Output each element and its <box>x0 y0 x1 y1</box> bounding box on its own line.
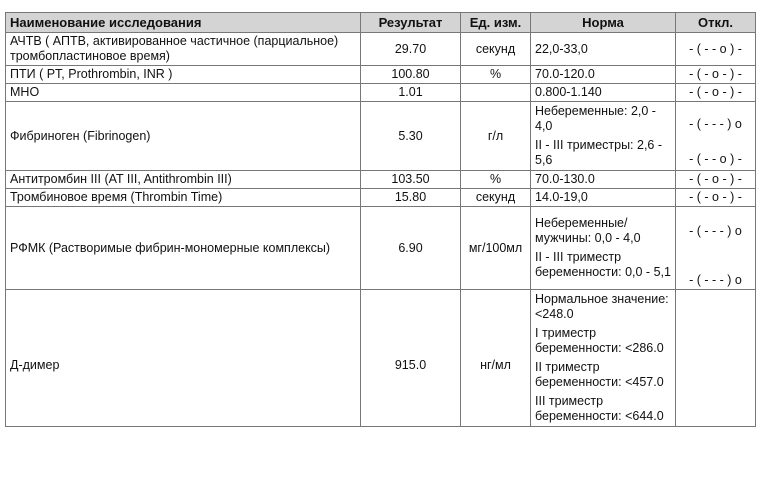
test-result: 29.70 <box>361 33 461 66</box>
norm-segment: III триместр беременности: <644.0 <box>535 394 664 423</box>
test-unit: мг/100мл <box>461 207 531 290</box>
header-deviation: Откл. <box>676 13 756 33</box>
norm-segment: Небеременные: 2,0 - 4,0 <box>535 104 656 133</box>
table-row <box>6 84 756 102</box>
norm-segment: II триместр беременности: <457.0 <box>535 360 664 389</box>
test-result: 103.50 <box>361 171 461 189</box>
test-deviation: - ( - o - ) - <box>676 84 756 102</box>
header-unit: Ед. изм. <box>461 13 531 33</box>
test-norm: 22,0-33,0 <box>531 33 676 66</box>
test-unit: нг/мл <box>461 290 531 427</box>
table-header-row <box>6 13 756 33</box>
test-name: Тромбиновое время (Thrombin Time) <box>6 189 361 207</box>
test-deviation: - ( - - o ) - <box>676 33 756 66</box>
header-norm: Норма <box>531 13 676 33</box>
test-norm: 70.0-130.0 <box>531 171 676 189</box>
test-result: 5.30 <box>361 102 461 171</box>
table-row <box>6 189 756 207</box>
norm-segment: Небеременные/мужчины: 0,0 - 4,0 <box>535 216 641 245</box>
test-name: Антитромбин III (AT III, Antithrombin III) <box>6 171 361 189</box>
header-result: Результат <box>361 13 461 33</box>
test-result: 15.80 <box>361 189 461 207</box>
test-deviation: - ( - o - ) - <box>676 171 756 189</box>
test-name: Фибриноген (Fibrinogen) <box>6 102 361 171</box>
test-unit: г/л <box>461 102 531 171</box>
test-name: Д-димер <box>6 290 361 427</box>
table-row <box>6 102 756 171</box>
test-unit: % <box>461 171 531 189</box>
test-name: МНО <box>6 84 361 102</box>
test-unit: секунд <box>461 33 531 66</box>
test-name: АЧТВ ( АПТВ, активированное частичное (парциальное) тромбопластиновое время) <box>6 33 361 66</box>
deviation-segment: - ( - - - ) o <box>689 273 742 287</box>
test-norm <box>531 207 676 290</box>
test-name: РФМК (Растворимые фибрин-мономерные комплексы) <box>6 207 361 290</box>
test-name: ПТИ ( PT, Prothrombin, INR ) <box>6 66 361 84</box>
table-row <box>6 66 756 84</box>
test-result: 100.80 <box>361 66 461 84</box>
header-name: Наименование исследования <box>6 13 361 33</box>
norm-segment: Нормальное значение: <248.0 <box>535 292 669 321</box>
test-result: 6.90 <box>361 207 461 290</box>
test-norm <box>531 102 676 171</box>
test-unit: секунд <box>461 189 531 207</box>
test-norm <box>531 290 676 427</box>
test-result: 915.0 <box>361 290 461 427</box>
test-norm: 14.0-19,0 <box>531 189 676 207</box>
coagulation-results-table <box>5 12 756 427</box>
norm-segment: II - III триместр беременности: 0,0 - 5,1 <box>535 250 671 279</box>
table-row <box>6 33 756 66</box>
test-deviation <box>676 290 756 427</box>
deviation-segment: - ( - - o ) - <box>689 151 742 166</box>
deviation-segment: - ( - - - ) o <box>689 116 742 131</box>
test-unit: % <box>461 66 531 84</box>
deviation-segment: - ( - - - ) o <box>689 224 742 238</box>
test-deviation: - ( - o - ) - <box>676 66 756 84</box>
test-deviation: - ( - o - ) - <box>676 189 756 207</box>
test-norm: 0.800-1.140 <box>531 84 676 102</box>
table-row <box>6 171 756 189</box>
norm-segment: I триместр беременности: <286.0 <box>535 326 664 355</box>
norm-segment: II - III триместры: 2,6 - 5,6 <box>535 138 663 167</box>
test-norm: 70.0-120.0 <box>531 66 676 84</box>
test-deviation <box>676 207 756 290</box>
test-deviation <box>676 102 756 171</box>
test-result: 1.01 <box>361 84 461 102</box>
table-row <box>6 290 756 427</box>
table-row <box>6 207 756 290</box>
test-unit <box>461 84 531 102</box>
